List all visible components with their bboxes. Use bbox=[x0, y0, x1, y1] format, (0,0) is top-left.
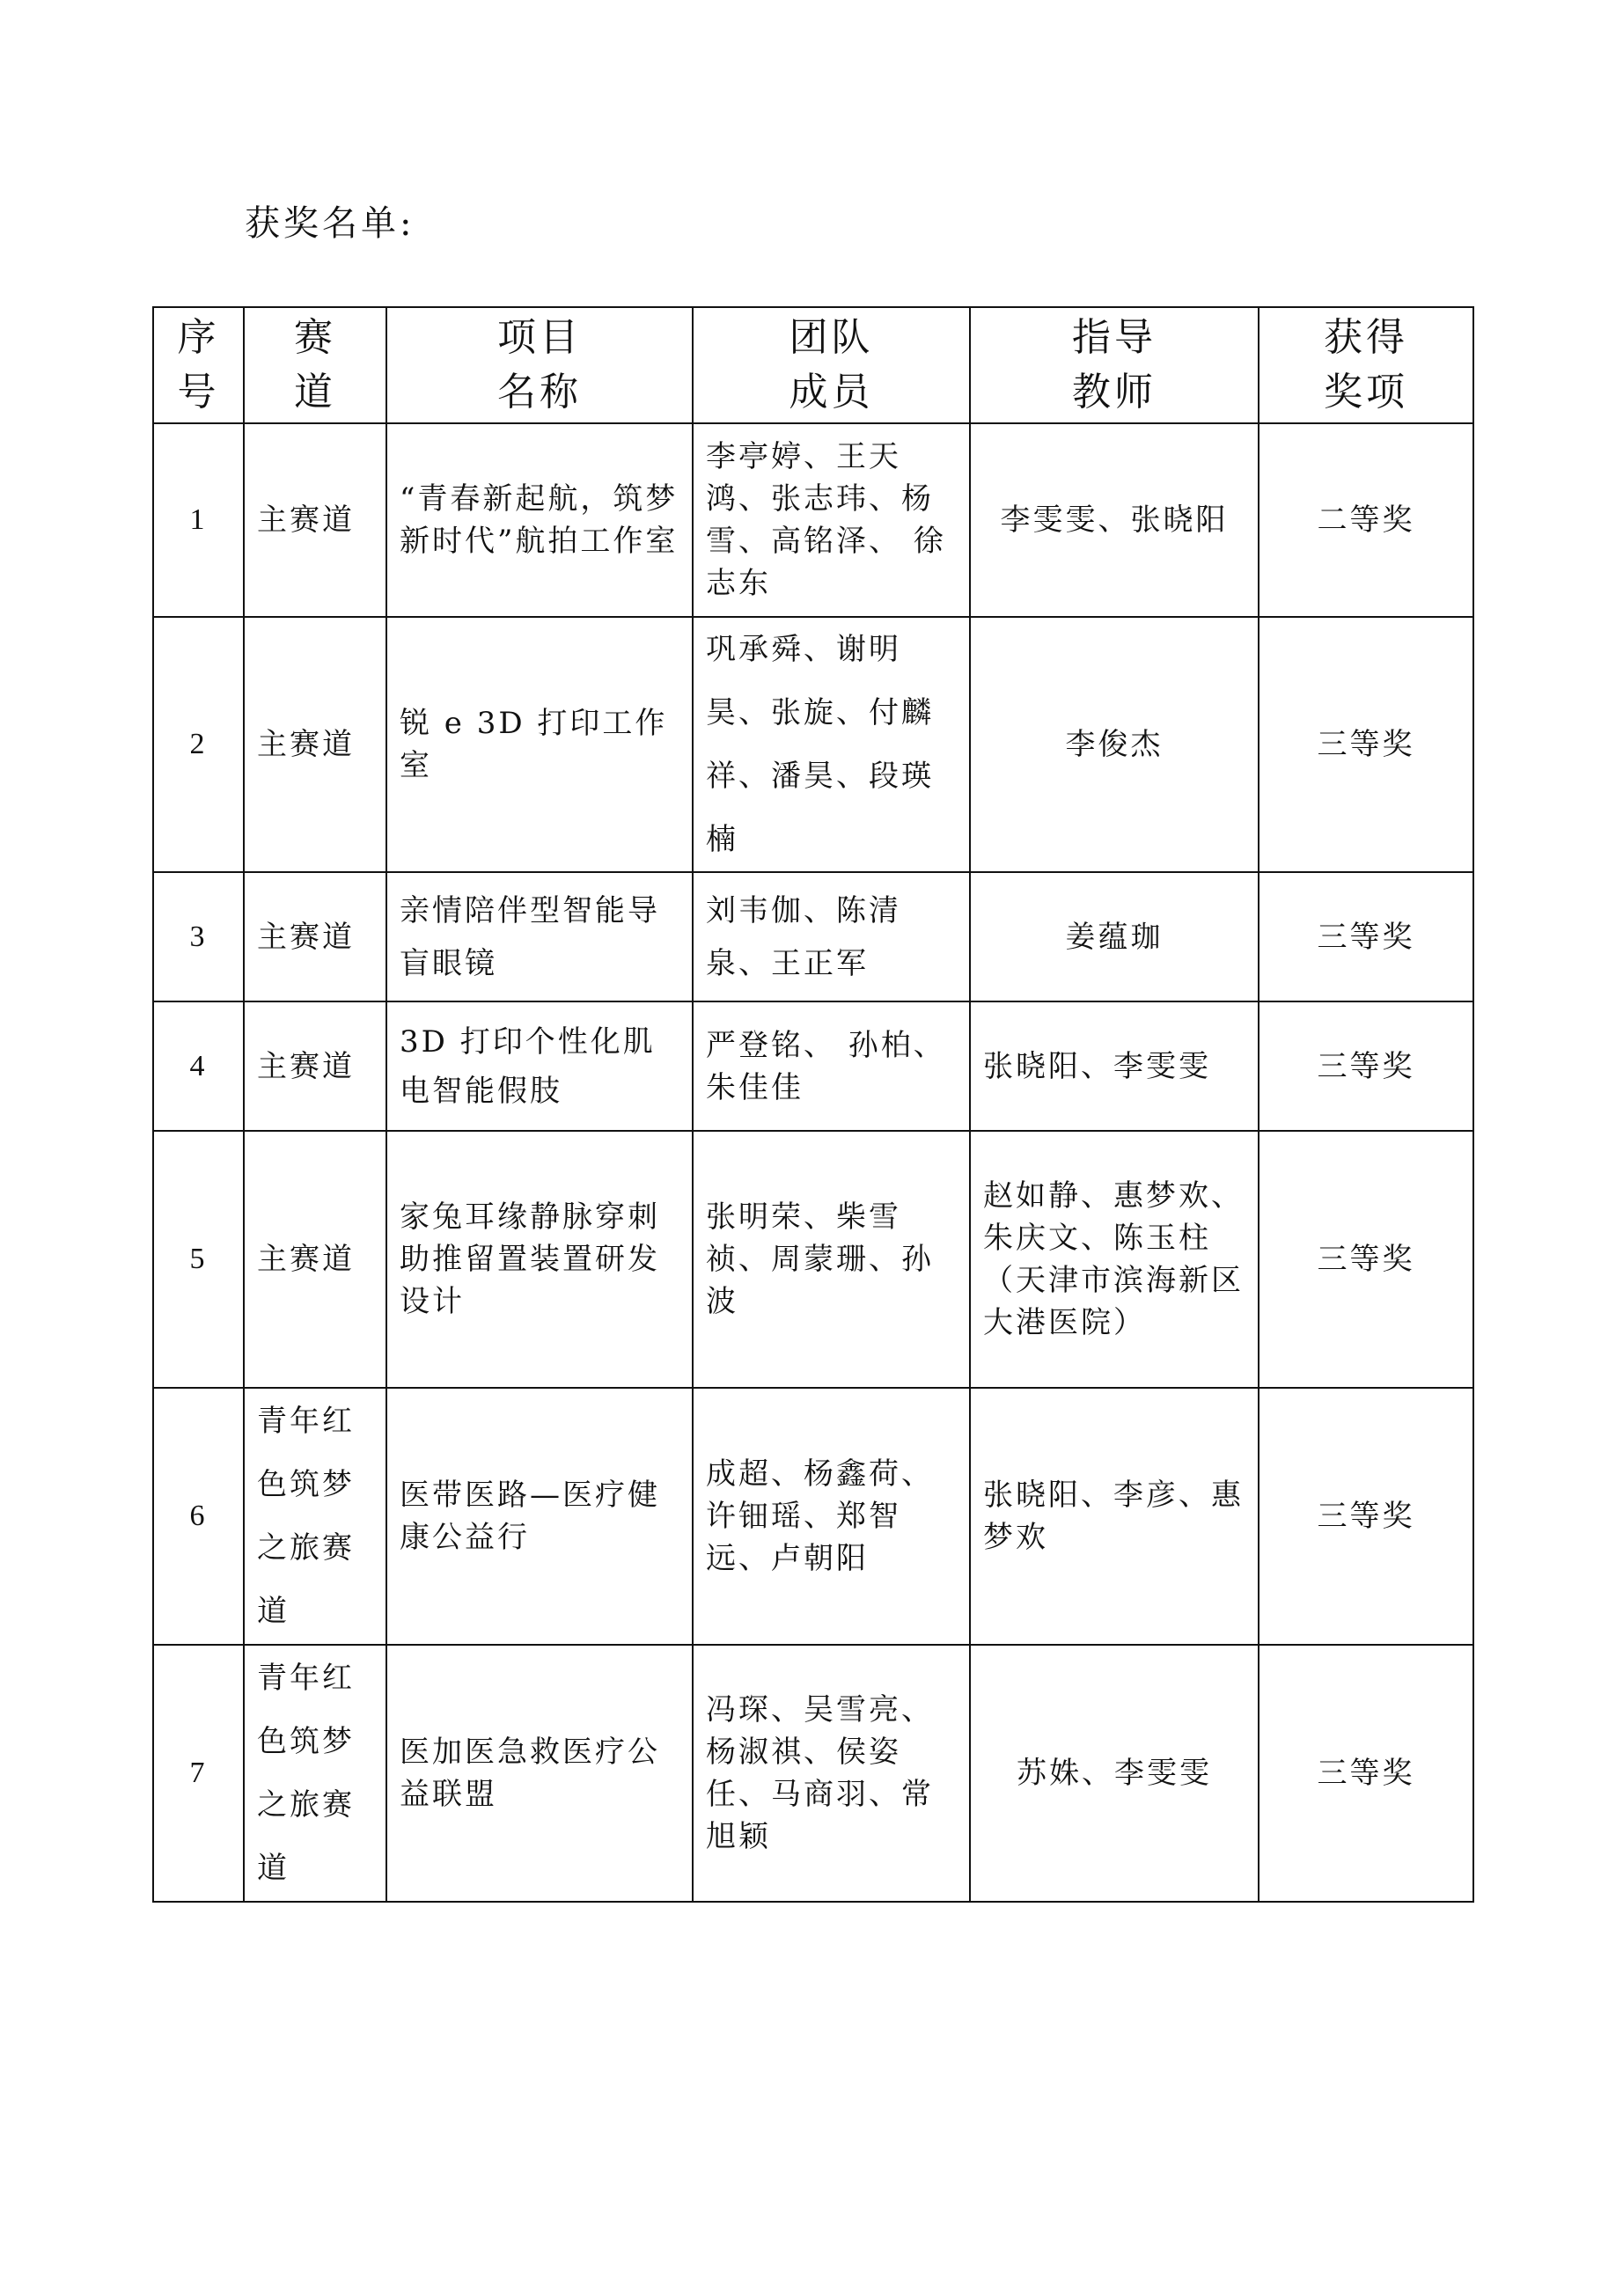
table-row bbox=[153, 1645, 1473, 1902]
cell-project: 家兔耳缘静脉穿刺助推留置装置研发设计 bbox=[386, 1131, 693, 1388]
table-row bbox=[153, 423, 1473, 617]
cell-members: 李亭婷、王天鸿、张志玮、杨雪、高铭泽、 徐志东 bbox=[693, 423, 970, 617]
cell-serial: 2 bbox=[153, 617, 244, 872]
cell-members: 巩承舜、谢明昊、张旋、付麟祥、潘昊、段瑛楠 bbox=[693, 617, 970, 872]
cell-tutor: 苏姝、李雯雯 bbox=[970, 1645, 1259, 1902]
cell-track: 主赛道 bbox=[244, 872, 386, 1001]
cell-serial: 4 bbox=[153, 1001, 244, 1131]
cell-members: 冯琛、吴雪亮、杨淑祺、侯姿任、马商羽、常旭颖 bbox=[693, 1645, 970, 1902]
cell-track: 主赛道 bbox=[244, 423, 386, 617]
cell-tutor: 姜蕴珈 bbox=[970, 872, 1259, 1001]
cell-tutor: 张晓阳、李雯雯 bbox=[970, 1001, 1259, 1131]
cell-serial: 3 bbox=[153, 872, 244, 1001]
table-row bbox=[153, 1388, 1473, 1645]
header-serial-line2: 号 bbox=[177, 370, 220, 414]
header-track-line1: 赛 bbox=[294, 315, 336, 360]
header-award-line1: 获得 bbox=[1324, 315, 1408, 360]
cell-members: 成超、杨鑫荷、许钿瑶、郑智远、卢朝阳 bbox=[693, 1388, 970, 1645]
cell-award: 三等奖 bbox=[1259, 1645, 1473, 1902]
header-project bbox=[386, 307, 693, 423]
cell-track: 青年红色筑梦之旅赛道 bbox=[244, 1645, 386, 1902]
cell-members: 严登铭、 孙柏、朱佳佳 bbox=[693, 1001, 970, 1131]
cell-award: 三等奖 bbox=[1259, 617, 1473, 872]
cell-members: 刘韦伽、陈清泉、王正军 bbox=[693, 872, 970, 1001]
cell-members: 张明荣、柴雪祯、周蒙珊、孙波 bbox=[693, 1131, 970, 1388]
cell-project: 锐 e 3D 打印工作室 bbox=[386, 617, 693, 872]
awards-table bbox=[152, 306, 1474, 1903]
cell-track: 主赛道 bbox=[244, 617, 386, 872]
header-serial-line1: 序 bbox=[177, 315, 220, 360]
header-tutor bbox=[970, 307, 1259, 423]
header-award bbox=[1259, 307, 1473, 423]
header-tutor-line2: 教师 bbox=[1072, 370, 1157, 414]
cell-project: 亲情陪伴型智能导盲眼镜 bbox=[386, 872, 693, 1001]
cell-tutor: 赵如静、惠梦欢、朱庆文、陈玉柱（天津市滨海新区大港医院） bbox=[970, 1131, 1259, 1388]
cell-track: 青年红色筑梦之旅赛道 bbox=[244, 1388, 386, 1645]
table-row bbox=[153, 872, 1473, 1001]
cell-project: “青春新起航，筑梦新时代”航拍工作室 bbox=[386, 423, 693, 617]
cell-project: 医加医急救医疗公益联盟 bbox=[386, 1645, 693, 1902]
cell-award: 三等奖 bbox=[1259, 1131, 1473, 1388]
header-track bbox=[244, 307, 386, 423]
cell-track: 主赛道 bbox=[244, 1001, 386, 1131]
cell-tutor: 张晓阳、李彦、惠梦欢 bbox=[970, 1388, 1259, 1645]
header-track-line2: 道 bbox=[294, 370, 336, 414]
cell-project: 3D 打印个性化肌电智能假肢 bbox=[386, 1001, 693, 1131]
header-project-line1: 项目 bbox=[497, 315, 582, 360]
header-tutor-line1: 指导 bbox=[1072, 315, 1157, 360]
table-header-row bbox=[153, 307, 1473, 423]
cell-award: 三等奖 bbox=[1259, 1388, 1473, 1645]
cell-tutor: 李俊杰 bbox=[970, 617, 1259, 872]
page-heading: 获奖名单: bbox=[245, 203, 415, 244]
cell-track: 主赛道 bbox=[244, 1131, 386, 1388]
cell-serial: 1 bbox=[153, 423, 244, 617]
header-award-line2: 奖项 bbox=[1324, 370, 1408, 414]
table-row bbox=[153, 1001, 1473, 1131]
cell-award: 三等奖 bbox=[1259, 872, 1473, 1001]
cell-serial: 6 bbox=[153, 1388, 244, 1645]
cell-tutor: 李雯雯、张晓阳 bbox=[970, 423, 1259, 617]
header-serial bbox=[153, 307, 244, 423]
header-members-line2: 成员 bbox=[789, 370, 874, 414]
cell-serial: 5 bbox=[153, 1131, 244, 1388]
table-row bbox=[153, 1131, 1473, 1388]
cell-award: 三等奖 bbox=[1259, 1001, 1473, 1131]
header-members-line1: 团队 bbox=[789, 315, 874, 360]
table-row bbox=[153, 617, 1473, 872]
cell-award: 二等奖 bbox=[1259, 423, 1473, 617]
cell-project: 医带医路—医疗健康公益行 bbox=[386, 1388, 693, 1645]
cell-serial: 7 bbox=[153, 1645, 244, 1902]
header-members bbox=[693, 307, 970, 423]
header-project-line2: 名称 bbox=[497, 370, 582, 414]
